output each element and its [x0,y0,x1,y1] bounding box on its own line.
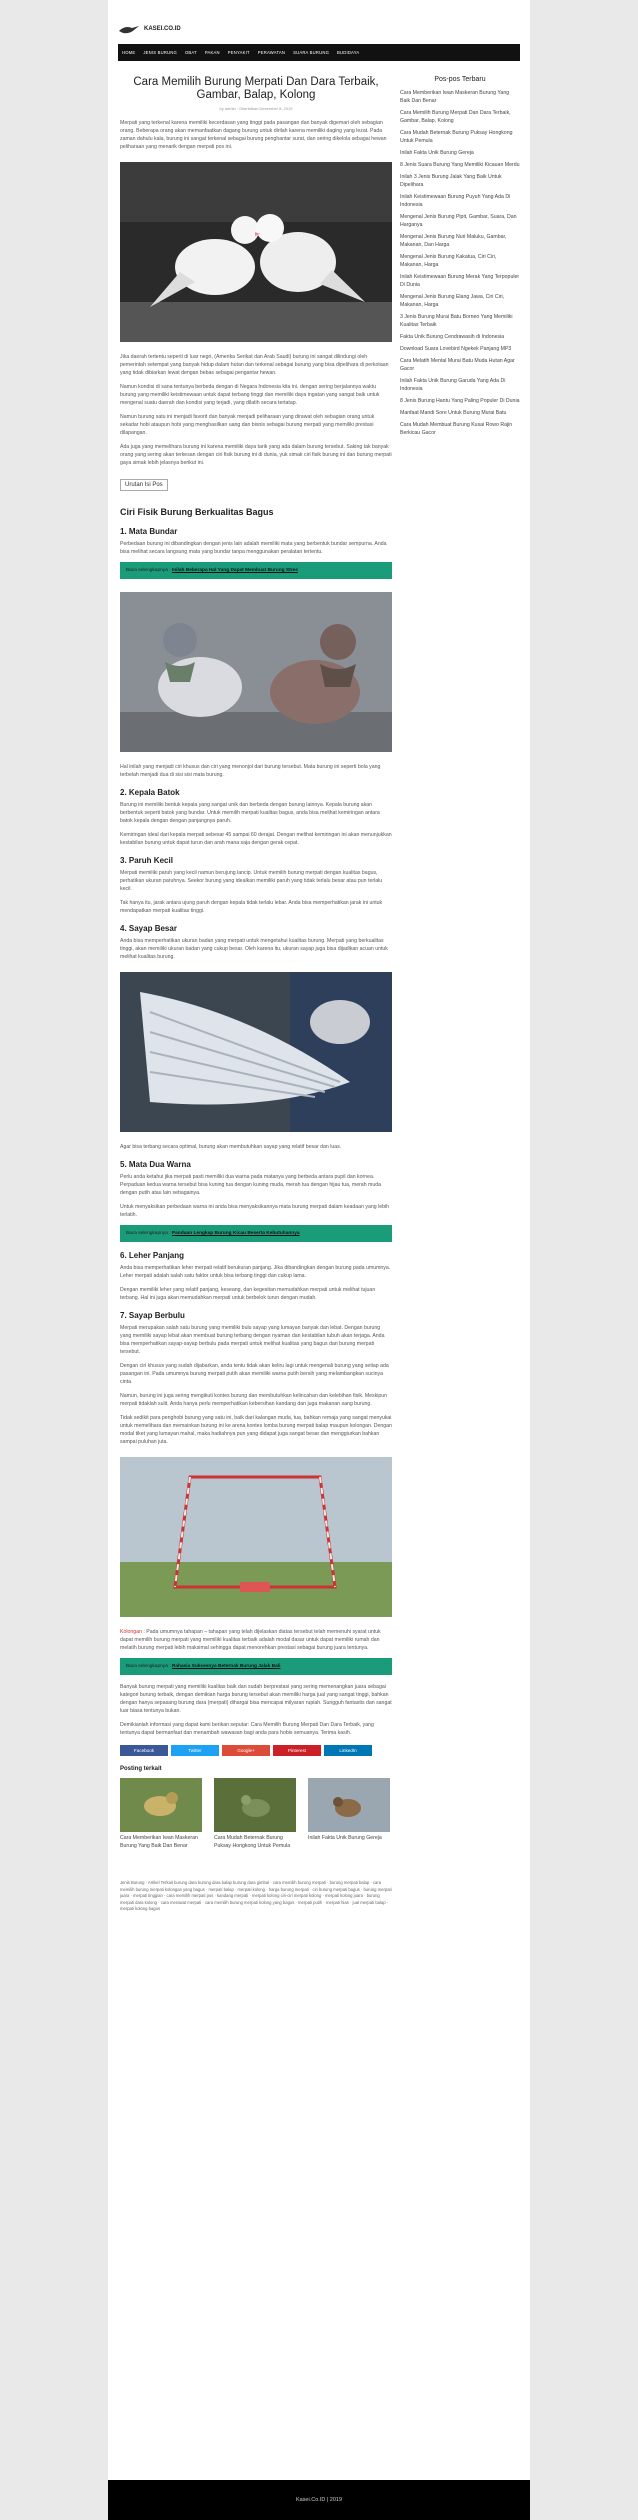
main-nav [118,44,520,61]
related-post-title[interactable]: Cara Memberikan Iwan Maskeran Burung Yang Baik Dan Benar [120,1835,198,1849]
section-text: Untuk menyaksikan perbedaan warna ini anda bisa menyaksikannya mata burung merpati dalam keadaan yang lebih terlatih. [120,1204,390,1218]
post-tags[interactable]: Jenis Burung · Artikel Terkait burung dara burung dara balap burung dara gimbal · cara memilih burung merpati · burung merpati balap · cara memilih burung merpati kolongan yang bagus · merpati balap · merpati kolong · harga burung merpati · ciri burung merpati bagus · burung merpati juara · merpati tinggian · cara memilih merpati pos · kandang merpati · merpati kolong ciri-ciri merpati kolong · merpati kolong juara · burung merpati dara kolong · cara merawat merpati · cara memilih burung merpati kolong yang bagus · merpati putih · merpati hias · jual merpati balap · merpati kolong bagus [120,1880,392,1911]
related-post-thumbnail[interactable] [214,1778,296,1832]
related-post-thumbnail[interactable] [308,1778,390,1832]
section-text: Burung ini memiliki bentuk kepala yang sangat unik dan berbeda dengan burung lainnya. Kepala burung akan berbentuk seperti batok yang bundar. Untuk memilih merpati kualitas bagus, anda bisa melihat kemiringan antara batok kepala dengan dengan panjangnya paruh. [120,802,380,824]
section-text: Namun, burung ini juga sering mengikuti kontes burung dan membutuhkan kelincahan dan kelebihan fisik. Meskipun merpati tidaklah sulit. Anda hanya perlu memperhatikan kebersihan kandang dan juga makanan sang burung. [120,1393,388,1407]
related-posts [120,1778,392,1850]
sidebar-post-link[interactable]: Cara Mudah Beternak Burung Puksay Hongkong Untuk Pemula [400,130,513,144]
share-googleplus-button[interactable]: Google+ [222,1745,270,1756]
related-post-title[interactable]: Cara Mudah Beternak Burung Puksay Hongkong Untuk Pemula [214,1835,291,1849]
image-caption: Hal inilah yang menjadi ciri khusus dan ciri yang menonjol dari burung tersebut. Mata burung ini seperti bola yang terbelah menjadi dua di sisi sisi mata burung. [120,764,381,778]
article-title: Cara Memilih Burung Merpati Dan Dara Terbaik, Gambar, Balap, Kolong [133,76,379,101]
sidebar-post-link[interactable]: 3 Jenis Burung Murai Batu Borneo Yang Memiliki Kualitas Terbaik [400,314,513,328]
read-also-box [120,562,392,579]
kolongan-arena-image [120,1457,392,1617]
sidebar-post-link[interactable]: Mengenal Jenis Burung Elang Jawa, Ciri Ciri, Makanan, Harga [400,294,505,308]
page-container [108,0,530,2480]
read-also-link[interactable]: Panduan Lengkap Burung Kicau Beserta Kebutuhannya [171,1231,300,1236]
section-heading: Ciri Fisik Burung Berkualitas Bagus [120,507,274,517]
recent-posts-list [400,89,520,437]
sidebar-post-link[interactable]: Cara Mudah Membuat Burung Kusai Rowo Rajin Berkicau Gacor [400,422,513,436]
subheading-sayap-besar: 4. Sayap Besar [120,924,177,933]
nav-item[interactable]: SUARA BURUNG [293,50,330,55]
site-header [108,0,530,44]
share-facebook-button[interactable]: Facebook [120,1745,168,1756]
related-posts-title: Posting terkait [120,1766,162,1772]
sidebar-post-link[interactable]: Fakta Unik Burung Cendrawasih di Indonesia [400,334,505,340]
subheading-mata-dua-warna: 5. Mata Dua Warna [120,1160,191,1169]
sidebar-post-link[interactable]: Inilah Fakta Unik Burung Garuda Yang Ada Di Indonesia [400,378,506,392]
nav-item[interactable]: HOME [122,50,136,55]
intro-paragraph: Ada juga yang memelihara burung ini karena memiliki daya tarik yang ada dalam burung tersebut. Saking tak banyak orang yang sering akan terkesan dengan ciri fisik burung ini di dunia, yuk simak ciri fisik burung ini dan burung merpati gaya simak lebih jelasnya berikut ini. [120,444,392,466]
section-text: Tidak sedikit para penghobi burung yang satu ini, baik dari kalangan muda, tua, bahkan remaja yang sangat menyukai untuk memelihara dan memainkan burung ini ke arena kontes lomba burung merpati balap maupun kolongan. Dengan modal tiket yang lumayan mahal, maka hadiahnya pun yang didapat juga sangat besar dan menggiurkan bahkan sampai puluhan juta. [120,1415,392,1445]
kolongan-link[interactable]: Kolongan : [120,1629,145,1635]
sidebar-post-link[interactable]: Mengenal Jenis Burung Kakatua, Ciri Ciri, Makanan, Harga [400,254,497,268]
sidebar-post-link[interactable]: Inilah 3 Jenis Burung Jalak Yang Baik Untuk Dipelihara [400,174,502,188]
section-text: Perlu anda ketahui jika merpati pasti memiliki dua warna pada matanya yang berbeda antara pupil dan kornea. Perpaduan kedua warna tersebut bisa kuning tua dengan kuning muda, merah tua dengan hijau tua, merah muda dengan putih atau lain sebagainya. [120,1174,381,1196]
section-text: Tak hanya itu, jarak antara ujung paruh dengan kepala tidak terlalu lebar. Anda bisa memperhatikan jarak ini untuk mendapatkan merpati kualitas tinggi. [120,900,383,914]
sidebar-post-link[interactable]: Inilah Keistimewaan Burung Merak Yang Terpopuler Di Dunia [400,274,520,288]
article [120,76,392,1913]
intro-paragraph: Namun burung satu ini menjadi favorit dan banyak menjadi peliharaan yang dirawat oleh sebagian orang untuk sekadar hobi ataupun hobi yang menghasilkan uang dan bisnis sebagai burung merpati yang memiliki prestasi dilapangan. [120,414,375,436]
pigeons-image [120,592,392,752]
share-twitter-button[interactable]: Twitter [171,1745,219,1756]
related-post-title[interactable]: Inilah Fakta Unik Burung Gereja [308,1835,382,1841]
pigeon-wing-image [120,972,392,1132]
read-also-box [120,1658,392,1675]
intro-paragraph: Jika daerah tertentu seperti di luar negri, (Amerika Serikat dan Arab Saudi) burung ini sangat dilindungi oleh pemerintah setempat yang banyak hidup dalam hutan dan terkenal sebagai burung yang bisa dipelihara di perkotaan yang tidak dibiarkan lewat dengan bebas sebagai pengantar hewan. [120,354,389,376]
sidebar-post-link[interactable]: 8 Jenis Burung Hantu Yang Paling Populer Di Dunia [400,398,520,404]
nav-item[interactable]: PERAWATAN [257,50,286,55]
site-footer: Kasei.Co.ID | 2019 [108,2480,530,2520]
sidebar-post-link[interactable]: Cara Melatih Mental Murai Batu Muda Hutan Agar Gacor [400,358,515,372]
subheading-leher-panjang: 6. Leher Panjang [120,1251,185,1260]
sidebar-post-link[interactable]: 8 Jenis Suara Burung Yang Memiliki Kicauan Merdu [400,162,520,168]
nav-item[interactable]: JENIS BURUNG [143,50,177,55]
kolongan-caption: Kolongan : Pada umumnya tahapan – tahapan yang telah dijelaskan diatas tersebut telah memenuhi syarat untuk dapat memilih burung merpati yang memiliki kualitas terbaik adalah modal dasar untuk dapat memiliki rumah dan melatih burung merpati lebih maksimal sehingga dapat menorehkan prestasi sebagai burung juara tentunya. [120,1629,381,1651]
section-text: Dengan ciri khusus yang sudah dijabarkan, anda tentu tidak akan keliru lagi untuk mengenali burung yang setiap ada pasangan ini. Pada umumnya burung merpati putih akan memiliki warna putih bersih yang melambangkan sucinya cinta. [120,1363,389,1385]
share-linkedin-button[interactable]: LinkedIn [324,1745,372,1756]
related-post-thumbnail[interactable] [120,1778,202,1832]
subheading-kepala-batok: 2. Kepala Batok [120,788,180,797]
bird-logo-icon[interactable] [118,22,140,36]
article-meta: by admin · Diterbitkan Desember 8, 2019 [219,106,293,111]
subheading-paruh-kecil: 3. Paruh Kecil [120,856,173,865]
white-doves-image [120,162,392,342]
sidebar [400,76,520,441]
sidebar-post-link[interactable]: Inilah Fakta Unik Burung Gereja [400,150,474,156]
nav-item[interactable]: PAKAN [204,50,220,55]
sidebar-post-link[interactable]: Cara Memberikan Iwan Maskeran Burung Yang Baik Dan Benar [400,90,510,104]
section-text: Kemiringan ideal dari kepala merpati sebesar 45 sampai 60 derajat. Dengan melihat kemiringan ini akan menunjukkan kestabilan burung untuk dapat turun dan arah mana saja dengan gerak cepat. [120,832,392,846]
sidebar-post-link[interactable]: Manfaat Mandi Sore Untuk Burung Murai Batu [400,410,507,416]
section-text: Merpati merupakan salah satu burung yang memiliki bulu sayap yang lumayan banyak dan lebat. Dengan burung yang memiliki sayap lebat akan membuat burung terbang dengan nyaman dan kestabilan tubuh akan terjaga. Anda bisa memperhatikan sayap-sayap berbulu pada merpati untuk melihat kualitas yang bagus dari burung merpati tersebut. [120,1325,385,1355]
nav-item[interactable]: OBAT [184,50,197,55]
section-text: Merpati memiliki paruh yang kecil namun berujung lancip. Untuk memilih burung merpati dengan kualitas bagus, perhatikan ukuran paruhnya. Seekor burung yang idealkan memiliki paruh yang tidak terlalu besar atau pun terlalu kecil. [120,870,383,892]
section-text: Anda bisa memperhatikan leher merpati relatif berukuran panjang. Jika dibandingkan dengan burung pada umumnya. Leher merpati adalah salah satu faktor untuk bisa terbang tinggi dan cukup lama. [120,1265,391,1279]
sidebar-post-link[interactable]: Cara Memilih Burung Merpati Dan Dara Terbaik, Gambar, Balap, Kolong [400,110,511,124]
related-post-item[interactable] [214,1778,296,1850]
toc-toggle-button[interactable]: Urutan Isi Pos [120,479,168,491]
read-also-link[interactable]: Rahasia Suksesnya Beternak Burung Jalak Bali [171,1664,281,1669]
closing-paragraph: Banyak burung merpati yang memiliki kualitas baik dan sudah berprestasi yang sering memenangkan juara sebagai kategori burung terbaik, dengan demikian harga burung tersebut akan memiliki harga jual yang sangat tinggi, bahkan dengan hanya sepasang burung dara (merpati) dihargai bisa mencapai milyaran rupiah. Sungguh fantastis dan sangat luar biasa tentunya bukan. [120,1684,392,1714]
read-also-label: Baca selengkapnya : [126,1231,171,1236]
related-post-item[interactable] [120,1778,202,1850]
share-buttons [120,1745,392,1756]
section-text: Perbedaan burung ini dibandingkan dengan jenis lain adalah memiliki mata yang berbentuk bundar sempurna. Anda bisa melihat secara langsung mata yang bundar tanpa menggunakan peralatan tertentu. [120,541,387,555]
site-name[interactable]: KASEI.CO.ID [144,26,181,32]
read-also-link[interactable]: Inilah Beberapa Hal Yang Dapat Membuat Burung Stres [171,568,298,573]
closing-paragraph: Demikianlah informasi yang dapat kami berikan seputar: Cara Memilih Burung Merpati Dan Dara Terbaik, yang tentunya dapat bermanfaat dan menambah wawasan bagi anda para hobis semuanya. Terima kasih. [120,1722,374,1736]
sidebar-post-link[interactable]: Inilah Keistimewaan Burung Puyuh Yang Ada Di Indonesia [400,194,511,208]
related-post-item[interactable] [308,1778,390,1850]
sidebar-post-link[interactable]: Mengenal Jenis Burung Nuri Maluku, Gambar, Makanan, Dan Harga [400,234,507,248]
nav-item[interactable]: BUDIDAYA [337,50,360,55]
sidebar-title: Pos-pos Terbaru [434,76,486,83]
intro-paragraph: Merpati yang terkenal karena memiliki kecerdasan yang tinggi pada pasangan dan banyak digemari oleh sebagian orang. Beberapa orang akan memanfaatkan dagang burung untuk dirilah karena memiliki daging yang lezat. Pada zaman dahulu kala, burung ini sangat terkenal sebagai burung penghantar surat, dan sering dikelola sebagai hewan peliharaan yang menarik dengan merpati pos ini. [120,120,387,150]
subheading-mata-bundar: 1. Mata Bundar [120,527,178,536]
read-also-box [120,1225,392,1242]
section-text: Dengan memiliki leher yang relatif panjang, keseang, dan kegesitan memudahkan merpati untuk melihat tujuan terbang. Hal ini juga akan memudahkan merpati untuk berbelok turun dengan mudah. [120,1287,376,1301]
section-text: Anda bisa memperhatikan ukuran badan yang merpati untuk mengetahui kualitas burung. Merpati yang berkualitas tinggi, akan memiliki ukuran badan yang cukup besar. Oleh karena itu, ukuran sayap juga bisa dijadikan acuan untuk melihat kualitas burung. [120,938,388,960]
section-text: Agar bisa terbang secara optimal, burung akan membutuhkan sayap yang relatif besar dan luas. [120,1144,342,1150]
sidebar-post-link[interactable]: Mengenal Jenis Burung Pipit, Gambar, Suara, Dan Harganya [400,214,517,228]
share-pinterest-button[interactable]: Pinterest [273,1745,321,1756]
sidebar-post-link[interactable]: Download Suara Lovebird Ngekek Panjang MP3 [400,346,512,352]
read-also-label: Baca selengkapnya : [126,568,171,573]
subheading-sayap-berbulu: 7. Sayap Berbulu [120,1311,185,1320]
read-also-label: Baca selengkapnya : [126,1664,171,1669]
intro-paragraph: Namun kondisi di sana tentunya berbeda dengan di Negara Indonesia kita ini, dengan sering berjalannya waktu burung yang memiliki keistimewaan untuk dapat terbang tinggi dan memiliki daya ingatan yang sangat baik untuk mengenal suatu daerah dan kondisi yang terjadi, yang dilatih secara tertatap. [120,384,380,406]
nav-item[interactable]: PENYAKIT [227,50,250,55]
